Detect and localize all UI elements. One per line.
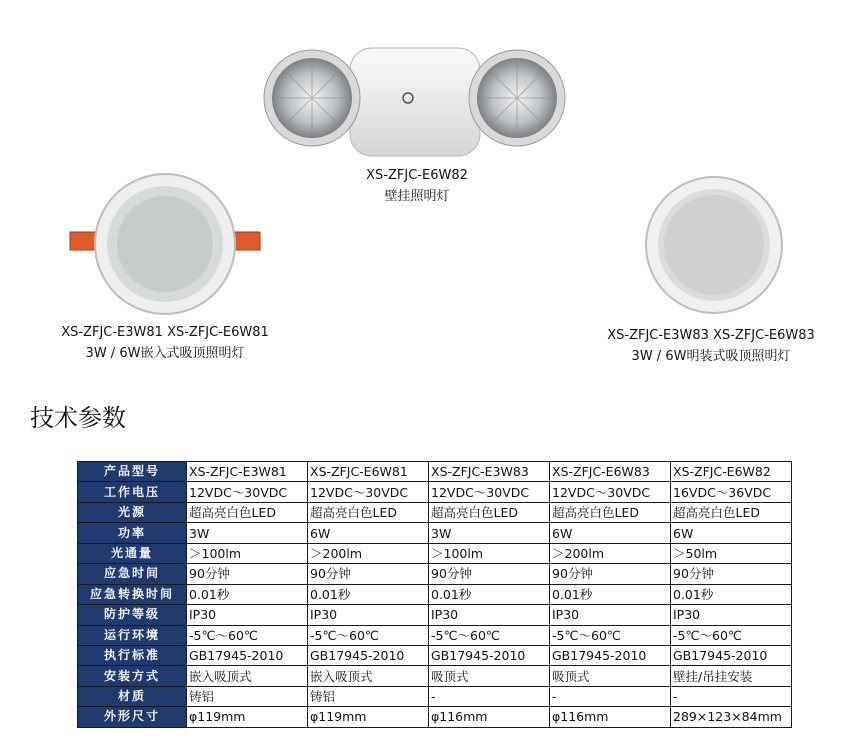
product-model: XS-ZFJC-E6W82 bbox=[366, 168, 468, 183]
product-name: 壁挂照明灯 bbox=[384, 189, 450, 204]
table-cell: XS-ZFJC-E3W83 bbox=[429, 462, 550, 482]
table-cell: 16VDC～36VDC bbox=[671, 482, 792, 502]
table-row bbox=[78, 625, 792, 645]
table-cell: 0.01秒 bbox=[550, 584, 671, 604]
table-cell: φ116mm bbox=[429, 707, 550, 727]
section-title: 技术参数 bbox=[30, 404, 126, 432]
row-label: 应急时间 bbox=[78, 564, 187, 584]
row-label: 光通量 bbox=[78, 543, 187, 563]
table-cell: 90分钟 bbox=[187, 564, 308, 584]
table-row bbox=[78, 543, 792, 563]
table-cell: 铸铝 bbox=[308, 686, 429, 706]
row-label: 执行标准 bbox=[78, 645, 187, 665]
table-cell: IP30 bbox=[550, 605, 671, 625]
table-cell: 壁挂/吊挂安装 bbox=[671, 666, 792, 686]
table-row bbox=[78, 666, 792, 686]
product-name: 3W / 6W明装式吸顶照明灯 bbox=[631, 349, 791, 364]
product-name: 3W / 6W嵌入式吸顶照明灯 bbox=[85, 346, 245, 361]
table-cell: 90分钟 bbox=[550, 564, 671, 584]
table-cell: φ119mm bbox=[308, 707, 429, 727]
product-surface-light bbox=[586, 175, 836, 367]
table-cell: 0.01秒 bbox=[429, 584, 550, 604]
table-cell: - bbox=[550, 686, 671, 706]
table-cell: 289×123×84mm bbox=[671, 707, 792, 727]
table-row bbox=[78, 686, 792, 706]
table-cell: 嵌入吸顶式 bbox=[308, 666, 429, 686]
product-recessed-light bbox=[40, 172, 290, 364]
table-cell: IP30 bbox=[308, 605, 429, 625]
row-label: 功率 bbox=[78, 523, 187, 543]
table-cell: 超高亮白色LED bbox=[429, 502, 550, 522]
table-cell: XS-ZFJC-E6W81 bbox=[308, 462, 429, 482]
table-cell: 12VDC～30VDC bbox=[429, 482, 550, 502]
table-cell: ＞200lm bbox=[308, 543, 429, 563]
table-cell: -5℃～60℃ bbox=[429, 625, 550, 645]
table-cell: ＞50lm bbox=[671, 543, 792, 563]
row-label: 运行环境 bbox=[78, 625, 187, 645]
table-row bbox=[78, 502, 792, 522]
table-cell: XS-ZFJC-E6W83 bbox=[550, 462, 671, 482]
table-cell: φ119mm bbox=[187, 707, 308, 727]
table-cell: - bbox=[671, 686, 792, 706]
table-cell: 90分钟 bbox=[429, 564, 550, 584]
table-cell: -5℃～60℃ bbox=[308, 625, 429, 645]
table-cell: GB17945-2010 bbox=[550, 645, 671, 665]
row-label: 安装方式 bbox=[78, 666, 187, 686]
row-label: 应急转换时间 bbox=[78, 584, 187, 604]
table-row bbox=[78, 605, 792, 625]
table-cell: 3W bbox=[429, 523, 550, 543]
product-model: XS-ZFJC-E3W83 XS-ZFJC-E6W83 bbox=[607, 328, 815, 343]
table-row bbox=[78, 645, 792, 665]
table-cell: 12VDC～30VDC bbox=[187, 482, 308, 502]
table-cell: IP30 bbox=[671, 605, 792, 625]
table-cell: 3W bbox=[187, 523, 308, 543]
table-cell: GB17945-2010 bbox=[671, 645, 792, 665]
table-cell: 6W bbox=[308, 523, 429, 543]
table-cell: - bbox=[429, 686, 550, 706]
table-cell: -5℃～60℃ bbox=[550, 625, 671, 645]
table-cell: -5℃～60℃ bbox=[671, 625, 792, 645]
table-cell: 超高亮白色LED bbox=[187, 502, 308, 522]
row-label: 光源 bbox=[78, 502, 187, 522]
table-cell: φ116mm bbox=[550, 707, 671, 727]
product-model: XS-ZFJC-E3W81 XS-ZFJC-E6W81 bbox=[61, 325, 269, 340]
table-cell: XS-ZFJC-E3W81 bbox=[187, 462, 308, 482]
wall-light-image bbox=[262, 40, 572, 165]
table-cell: 90分钟 bbox=[671, 564, 792, 584]
table-cell: 铸铝 bbox=[187, 686, 308, 706]
table-cell: 0.01秒 bbox=[308, 584, 429, 604]
table-cell: ＞100lm bbox=[429, 543, 550, 563]
table-row bbox=[78, 707, 792, 727]
table-row bbox=[78, 584, 792, 604]
row-label: 防护等级 bbox=[78, 605, 187, 625]
table-cell: XS-ZFJC-E6W82 bbox=[671, 462, 792, 482]
table-cell: GB17945-2010 bbox=[308, 645, 429, 665]
table-row bbox=[78, 462, 792, 482]
table-cell: 0.01秒 bbox=[671, 584, 792, 604]
specs-table bbox=[77, 461, 792, 728]
table-cell: 6W bbox=[671, 523, 792, 543]
surface-light-image bbox=[586, 175, 836, 325]
table-cell: -5℃～60℃ bbox=[187, 625, 308, 645]
table-row bbox=[78, 482, 792, 502]
row-label: 材质 bbox=[78, 686, 187, 706]
row-label: 外形尺寸 bbox=[78, 707, 187, 727]
table-cell: IP30 bbox=[187, 605, 308, 625]
table-cell: 12VDC～30VDC bbox=[550, 482, 671, 502]
table-cell: 超高亮白色LED bbox=[671, 502, 792, 522]
table-cell: 90分钟 bbox=[308, 564, 429, 584]
table-cell: 12VDC～30VDC bbox=[308, 482, 429, 502]
table-cell: 0.01秒 bbox=[187, 584, 308, 604]
table-cell: 超高亮白色LED bbox=[308, 502, 429, 522]
table-cell: 6W bbox=[550, 523, 671, 543]
table-cell: GB17945-2010 bbox=[187, 645, 308, 665]
table-cell: 嵌入吸顶式 bbox=[187, 666, 308, 686]
row-label: 产品型号 bbox=[78, 462, 187, 482]
table-cell: IP30 bbox=[429, 605, 550, 625]
table-cell: GB17945-2010 bbox=[429, 645, 550, 665]
product-wall-light bbox=[262, 40, 572, 207]
row-label: 工作电压 bbox=[78, 482, 187, 502]
table-row bbox=[78, 523, 792, 543]
table-row bbox=[78, 564, 792, 584]
table-cell: 超高亮白色LED bbox=[550, 502, 671, 522]
recessed-light-image bbox=[40, 172, 290, 322]
table-cell: ＞200lm bbox=[550, 543, 671, 563]
table-cell: 吸顶式 bbox=[429, 666, 550, 686]
table-cell: 吸顶式 bbox=[550, 666, 671, 686]
table-cell: ＞100lm bbox=[187, 543, 308, 563]
